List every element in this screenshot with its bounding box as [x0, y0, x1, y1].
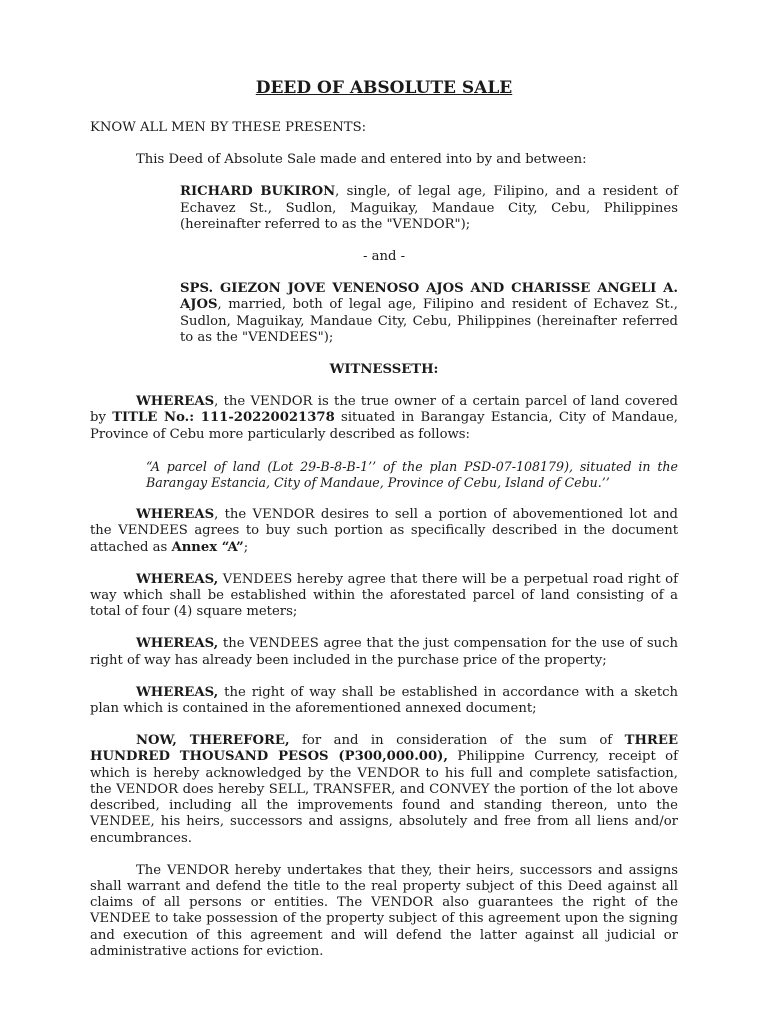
whereas-lead: WHEREAS	[136, 394, 215, 410]
whereas-right-of-way-paragraph	[90, 572, 678, 621]
consideration-text: for and in consideration of the sum of	[289, 733, 625, 749]
whereas-lead: WHEREAS,	[136, 636, 219, 652]
and-separator: - and -	[362, 249, 406, 265]
vendor-details: , single, of legal age, Filipino, and a resident of Echavez St., Sudlon, Maguikay, Mandaue City, Cebu, Philippines (hereinafter referred to as the "VENDOR");	[180, 184, 678, 232]
greeting: KNOW ALL MEN BY THESE PRESENTS:	[90, 120, 367, 135]
whereas-end: ;	[243, 539, 249, 555]
vendees-name: SPS. GIEZON JOVE VENENOSO AJOS AND CHARISSE ANGELI A. AJOS	[180, 281, 678, 313]
whereas-owner-paragraph	[90, 394, 678, 443]
whereas-text: the right of way shall be established in accordance with a sketch plan which is contained in the aforementioned annexed document;	[90, 684, 678, 717]
whereas-lead: WHEREAS	[136, 507, 215, 523]
whereas-lead: WHEREAS,	[136, 571, 219, 587]
witnesseth-heading	[90, 362, 678, 378]
lot-description-quote: “A parcel of land (Lot 29-B-8-B-1’’ of the plan PSD-07-108179), situated in the Barangay Estancia, City of Mandaue, Province of Cebu, Island of Cebu.’’	[146, 458, 678, 491]
document-page	[90, 78, 678, 960]
whereas-text: VENDEES hereby agree that there will be a perpetual road right of way which shall be established within the aforestated parcel of land consisting of a total of four (4) square meters;	[90, 571, 678, 620]
whereas-text: the VENDEES agree that the just compensation for the use of such right of way has already been included in the purchase price of the property;	[90, 636, 678, 668]
vendor-party	[180, 184, 678, 233]
whereas-sell-paragraph	[90, 507, 678, 556]
title-number: TITLE No.: 111-20220021378	[112, 410, 335, 426]
whereas-text: situated in Barangay Estancia, City of Mandaue, Province of Cebu more particularly described as follows:	[90, 410, 678, 442]
vendor-name: RICHARD BUKIRON	[180, 184, 336, 200]
annex-reference: Annex “A”	[171, 539, 244, 555]
conveyance-text: Philippine Currency, receipt of which is hereby acknowledged by the VENDOR to his full and complete satisfaction, the VENDOR does hereby SELL, TRANSFER, and CONVEY the portion of the lot above described, including all the improvements found and standing thereon, unto the VENDEE, his heirs, successors and assigns, absolutely and free from all liens and/or encumbrances.	[90, 749, 679, 846]
witnesseth-label: WITNESSETH:	[329, 362, 439, 378]
vendees-party	[180, 281, 678, 346]
whereas-text: , the VENDOR desires to sell a portion of abovementioned lot and the VENDEES agrees to buy such portion as specifically described in the document attached as	[90, 507, 678, 555]
whereas-text: , the VENDOR is the true owner of a certain parcel of land covered by	[90, 394, 678, 426]
whereas-sketch-plan-paragraph	[90, 685, 678, 717]
now-therefore-lead: NOW, THEREFORE,	[136, 733, 290, 749]
now-therefore-paragraph	[90, 733, 678, 846]
purchase-amount: THREE HUNDRED THOUSAND PESOS (P300,000.00),	[90, 733, 678, 765]
warranty-paragraph: The VENDOR hereby undertakes that they, their heirs, successors and assigns shall warrant and defend the title to the real property subject of this Deed against all claims of all persons or entities. The VENDOR also guarantees the right of the VENDEE to take possession of the property subject of this agreement upon the signing and execution of this agreement and will defend the latter against all judicial or administrative actions for eviction.	[90, 862, 678, 959]
vendees-details: , married, both of legal age, Filipino and resident of Echavez St., Sudlon, Maguikay, Mandaue City, Cebu, Philippines (hereinafter referred to as the "VENDEES");	[180, 297, 678, 345]
document-title: DEED OF ABSOLUTE SALE	[255, 78, 513, 98]
whereas-lead: WHEREAS,	[136, 684, 219, 700]
whereas-compensation-paragraph	[90, 636, 678, 668]
intro-paragraph: This Deed of Absolute Sale made and entered into by and between:	[136, 152, 587, 168]
